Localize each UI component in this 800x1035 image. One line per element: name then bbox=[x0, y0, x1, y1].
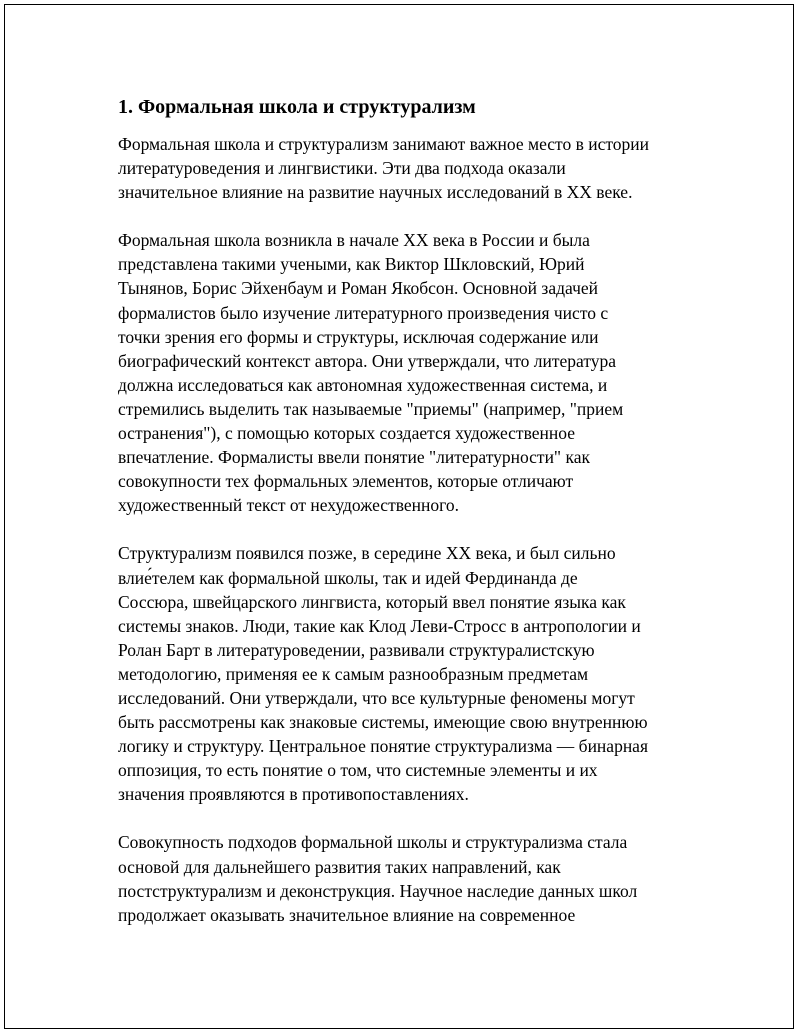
text-line: продолжает оказывать значительное влияние на современное bbox=[118, 904, 576, 925]
text-line: оппозиция, то есть понятие о том, что системные элементы и их bbox=[118, 760, 598, 781]
text-line: Структурализм появился позже, в середине XX века, и был сильно bbox=[118, 543, 616, 564]
text-line: точки зрения его формы и структуры, исключая содержание или bbox=[118, 326, 599, 347]
text-line: быть рассмотрены как знаковые системы, имеющие свою внутреннюю bbox=[118, 712, 648, 733]
text-line: исследований. Они утверждали, что все культурные феномены могут bbox=[118, 687, 635, 708]
paragraph-1 bbox=[118, 132, 688, 204]
text-line: Тынянов, Борис Эйхенбаум и Роман Якобсон. Основной задачей bbox=[118, 278, 599, 299]
paragraph-4 bbox=[118, 830, 688, 926]
text-line: значения проявляются в противопоставлениях. bbox=[118, 784, 469, 805]
text-line: Соссюра, швейцарского лингвиста, который ввел понятие языка как bbox=[118, 591, 626, 612]
text-line: остранения"), с помощью которых создается художественное bbox=[118, 423, 575, 444]
text-line: должна исследоваться как автономная художественная система, и bbox=[118, 374, 608, 395]
text-line: совокупности тех формальных элементов, которые отличают bbox=[118, 471, 574, 492]
text-line: логику и структуру. Центральное понятие структурализма — бинарная bbox=[118, 736, 648, 757]
text-line: впечатление. Формалисты ввели понятие "литературности" как bbox=[118, 447, 590, 468]
text-line: биографический контекст автора. Они утверждали, что литература bbox=[118, 350, 617, 371]
text-line: литературоведения и лингвистики. Эти два подхода оказали bbox=[118, 158, 566, 179]
text-line: постструктурализм и деконструкция. Научное наследие данных школ bbox=[118, 880, 638, 901]
text-line: Формальная школа и структурализм занимают важное место в истории bbox=[118, 134, 650, 154]
paragraph-2 bbox=[118, 228, 688, 517]
section-heading: 1. Формальная школа и структурализм bbox=[118, 96, 476, 118]
paragraph-3 bbox=[118, 541, 688, 806]
text-line: художественный текст от нехудожественного. bbox=[118, 495, 460, 516]
text-line: Ролан Барт в литературоведении, развивали структуралистскую bbox=[118, 639, 595, 660]
text-line: Совокупность подходов формальной школы и структурализма стала bbox=[118, 832, 628, 853]
text-line: значительное влияние на развитие научных исследований в XX веке. bbox=[118, 182, 633, 203]
text-line: Формальная школа возникла в начале XX века в России и была bbox=[118, 230, 590, 251]
text-line: представлена такими учеными, как Виктор Шкловский, Юрий bbox=[118, 254, 585, 275]
text-line: основой для дальнейшего развития таких направлений, как bbox=[118, 856, 561, 877]
text-line: влие́телем как формальной школы, так и идей Фердинанда де bbox=[118, 567, 578, 588]
text-line: системы знаков. Люди, такие как Клод Леви-Стросс в антропологии и bbox=[118, 615, 641, 636]
document-body bbox=[118, 93, 688, 951]
text-line: методологию, применяя ее к самым разнообразным предметам bbox=[118, 663, 589, 684]
text-line: формалистов было изучение литературного произведения чисто с bbox=[118, 302, 609, 323]
text-line: стремились выделить так называемые "приемы" (например, "прием bbox=[118, 398, 624, 419]
